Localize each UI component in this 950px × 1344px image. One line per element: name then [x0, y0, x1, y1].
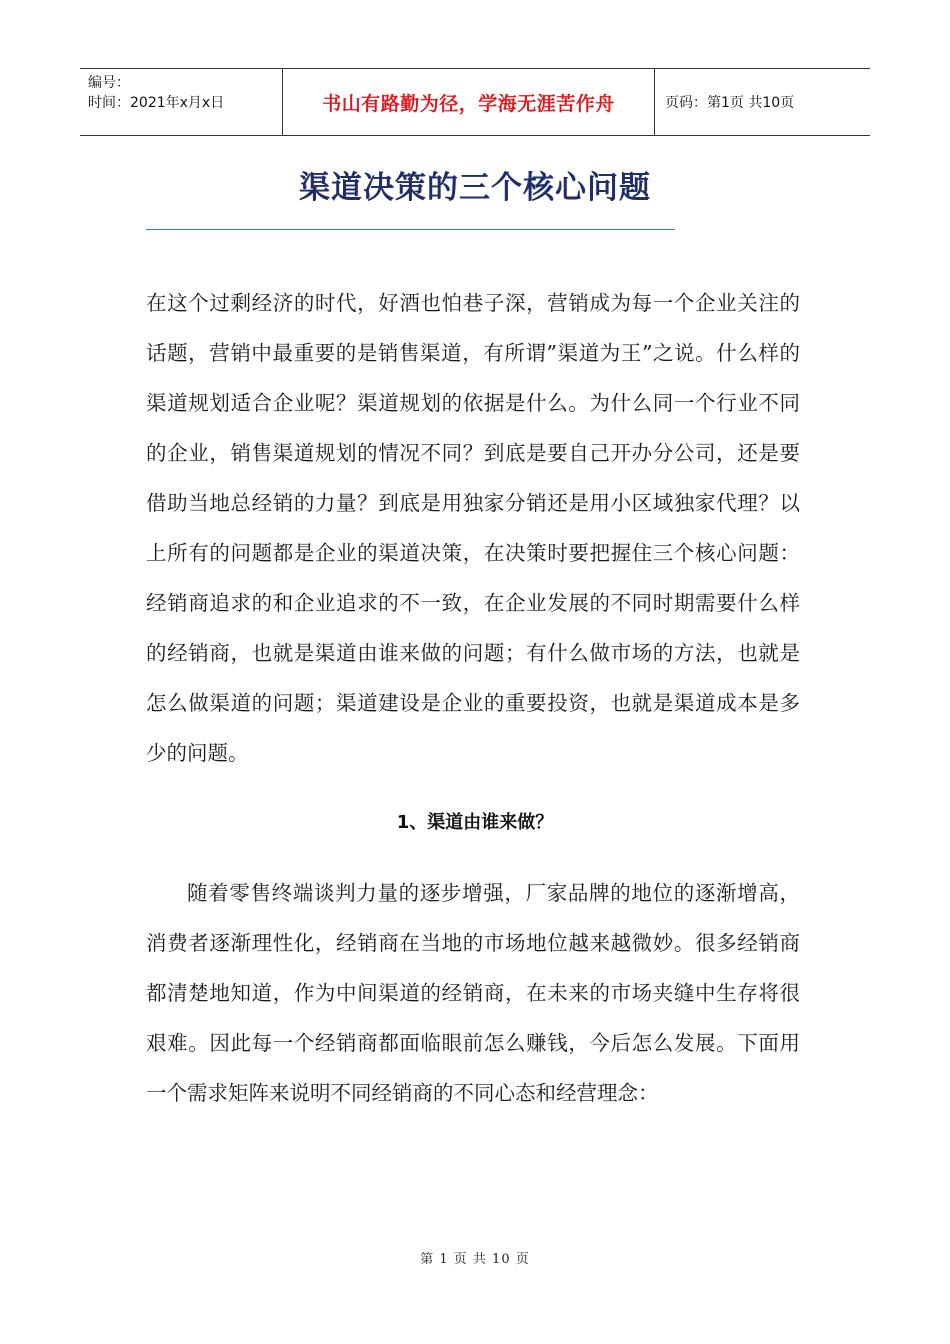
intro-paragraph: 在这个过剩经济的时代，好酒也怕巷子深，营销成为每一个企业关注的话题，营销中最重要的是销售渠道，有所谓”渠道为王”之说。什么样的渠道规划适合企业呢？渠道规划的依据是什么。为什么同一个行业不同的企业，销售渠道规划的情况不同？到底是要自己开办分公司，还是要借助当地总经销的力量？到底是用独家分销还是用小区域独家代理？以上所有的问题都是企业的渠道决策，在决策时要把握住三个核心问题：经销商追求的和企业追求的不一致，在企业发展的不同时期需要什么样的经销商，也就是渠道由谁来做的问题；有什么做市场的方法，也就是怎么做渠道的问题；渠道建设是企业的重要投资，也就是渠道成本是多少的问题。: [146, 291, 800, 765]
header-motto-cell: [282, 69, 655, 135]
header-motto: 书山有路勤为径，学海无涯苦作舟: [322, 92, 615, 115]
document-date-label: 时间：2021年x月x日: [88, 95, 225, 111]
header-meta: [80, 69, 282, 135]
header-page-info: 页码：第1页 共10页: [665, 95, 795, 111]
title-underline: [146, 229, 675, 230]
document-number-label: 编号：: [88, 75, 130, 91]
section-1-paragraph: 随着零售终端谈判力量的逐步增强，厂家品牌的地位的逐渐增高，消费者逐渐理性化，经销商在当地的市场地位越来越微妙。很多经销商都清楚地知道，作为中间渠道的经销商，在未来的市场夹缝中生存将很艰难。因此每一个经销商都面临眼前怎么赚钱，今后怎么发展。下面用一个需求矩阵来说明不同经销商的不同心态和经营理念：: [146, 881, 800, 1105]
document-title: 渠道决策的三个核心问题: [299, 170, 651, 206]
section-heading-1: 1、渠道由谁来做？: [396, 812, 554, 833]
document-header: [80, 68, 870, 136]
page-footer: 第 1 页 共 10 页: [420, 1252, 530, 1267]
